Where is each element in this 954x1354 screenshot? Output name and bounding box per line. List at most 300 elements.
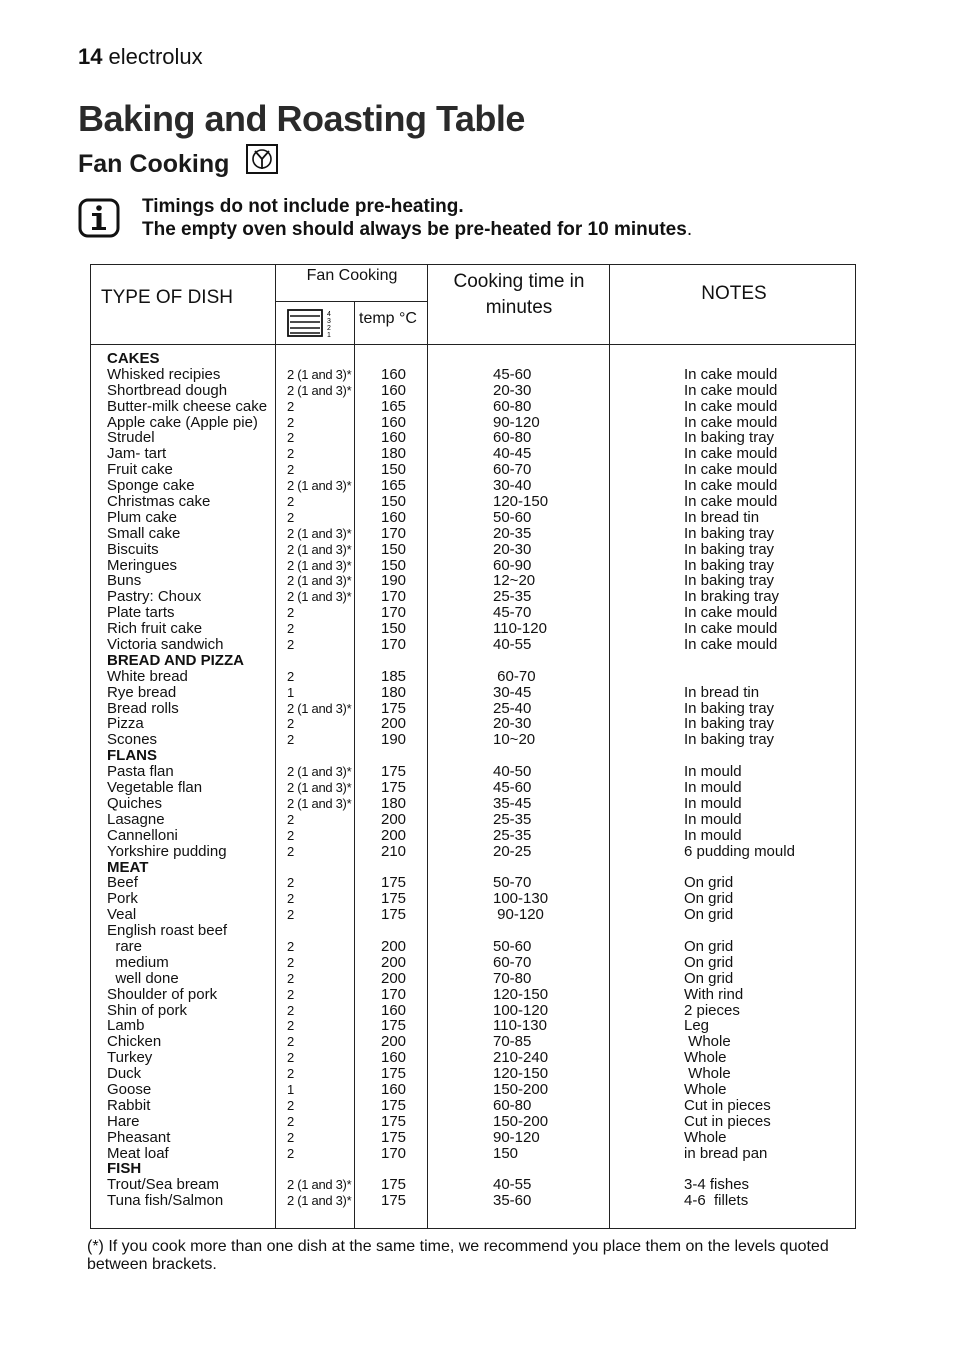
cell-dish: Shortbread dough (107, 381, 228, 399)
cell-notes: 3-4 fishes (684, 1176, 750, 1194)
cell-dish: well done (107, 969, 179, 987)
cell-level: 2 (287, 637, 294, 653)
table-row (91, 1034, 857, 1050)
cell-dish: Pasta flan (107, 763, 174, 781)
cell-time: 70-85 (493, 1033, 532, 1051)
cell-level: 2 (287, 986, 294, 1002)
cell-time: 60-70 (493, 461, 532, 479)
cell-notes: In cake mould (684, 365, 778, 383)
cell-dish: Vegetable flan (107, 779, 203, 797)
cell-notes: On grid (684, 937, 734, 955)
cell-dish: Meringues (107, 556, 178, 574)
table-row (91, 526, 857, 542)
cell-dish: Duck (107, 1065, 142, 1083)
table-row (91, 446, 857, 462)
cell-temp: 180 (381, 794, 407, 812)
cell-time: 60-70 (493, 953, 532, 971)
cell-dish: Lasagne (107, 810, 165, 828)
table-row (91, 1050, 857, 1066)
cell-time: 20-30 (493, 381, 532, 399)
cell-time: 35-45 (493, 794, 532, 812)
cell-dish: Beef (107, 874, 138, 892)
cell-temp: 175 (381, 1065, 407, 1083)
cell-time: 60-80 (493, 429, 532, 447)
cell-level: 2 (287, 668, 294, 684)
cell-time: 20-30 (493, 540, 532, 558)
cell-dish: Apple cake (Apple pie) (107, 413, 258, 431)
cell-dish: Christmas cake (107, 493, 211, 511)
category-row (91, 1161, 857, 1177)
cell-time: 60-80 (493, 1096, 532, 1114)
cell-time: 90-120 (493, 1128, 540, 1146)
cell-notes: In baking tray (684, 429, 775, 447)
cell-time: 25-35 (493, 810, 532, 828)
cell-level: 2 (287, 414, 294, 430)
cell-notes: Whole (684, 1128, 727, 1146)
table-row (91, 732, 857, 748)
cell-level: 2 (1 and 3)* (287, 478, 352, 494)
cell-dish: Bread rolls (107, 699, 179, 717)
cell-notes: In mould (684, 826, 742, 844)
level-4-label: 4 (327, 311, 331, 318)
cell-dish: White bread (107, 667, 188, 685)
cell-time: 45-60 (493, 779, 532, 797)
cell-notes: In baking tray (684, 556, 775, 574)
cell-dish: Meat loaf (107, 1144, 169, 1162)
table-row (91, 1098, 857, 1114)
cell-level: 2 (287, 509, 294, 525)
cell-temp: 170 (381, 588, 407, 606)
table-row (91, 939, 857, 955)
table-row (91, 812, 857, 828)
table-row (91, 399, 857, 415)
cell-level: 2 (287, 1129, 294, 1145)
cell-notes: Cut in pieces (684, 1112, 771, 1130)
cell-notes: On grid (684, 874, 734, 892)
cell-temp: 165 (381, 477, 407, 495)
table-row (91, 367, 857, 383)
cell-notes: On grid (684, 969, 734, 987)
table-row (91, 780, 857, 796)
cell-temp: 175 (381, 1176, 407, 1194)
cell-level: 2 (1 and 3)* (287, 764, 352, 780)
cell-level: 2 (287, 891, 294, 907)
cell-dish: Rye bread (107, 683, 177, 701)
cell-dish: Victoria sandwich (107, 636, 224, 654)
category-row (91, 748, 857, 764)
shelf-levels-icon (287, 308, 333, 338)
cell-time: 150-200 (493, 1112, 549, 1130)
cell-notes: In cake mould (684, 620, 778, 638)
cell-level: 2 (287, 938, 294, 954)
cell-time: 210-240 (493, 1049, 549, 1067)
cell-dish: Fruit cake (107, 461, 173, 479)
cell-level: 2 (287, 1097, 294, 1113)
cell-level: 2 (287, 605, 294, 621)
cell-dish: Butter-milk cheese cake (107, 397, 268, 415)
cell-dish: Plate tarts (107, 604, 175, 622)
cell-dish: Turkey (107, 1049, 153, 1067)
cell-level: 1 (287, 1081, 294, 1097)
cell-dish: Rabbit (107, 1096, 151, 1114)
table-row (91, 669, 857, 685)
table-row (91, 907, 857, 923)
cell-level: 1 (287, 684, 294, 700)
cell-temp: 175 (381, 1192, 407, 1210)
table-row (91, 796, 857, 812)
cell-time: 30-45 (493, 683, 532, 701)
section-subtitle: Fan Cooking (78, 150, 230, 178)
cell-notes: With rind (684, 985, 744, 1003)
cell-time: 150 (493, 1144, 519, 1162)
cell-level: 2 (287, 1050, 294, 1066)
cell-level: 2 (1 and 3)* (287, 780, 352, 796)
cell-dish: English roast beef (107, 922, 228, 940)
cell-time: 60-90 (493, 556, 532, 574)
cell-level: 2 (1 and 3)* (287, 1193, 352, 1209)
table-row (91, 383, 857, 399)
table-body (91, 351, 857, 1209)
cell-dish: Buns (107, 572, 142, 590)
cell-dish: Plum cake (107, 508, 178, 526)
cell-temp: 160 (381, 508, 407, 526)
preheat-note: Timings do not include pre-heating. (142, 196, 464, 217)
header-fan-cooking: Fan Cooking (306, 267, 398, 284)
cell-level: 2 (1 and 3)* (287, 366, 352, 382)
cell-dish: Quiches (107, 794, 163, 812)
page-header (78, 44, 203, 70)
cell-notes: In cake mould (684, 397, 778, 415)
footnote: (*) If you cook more than one dish at the same time, we recommend you place them on the levels quoted between brackets. (87, 1238, 829, 1273)
cell-time: 50-70 (493, 874, 532, 892)
cell-time: 20-25 (493, 842, 532, 860)
cell-temp: 180 (381, 445, 407, 463)
cell-time: 50-60 (493, 937, 532, 955)
table-row (91, 542, 857, 558)
table-row (91, 764, 857, 780)
baking-table (90, 264, 856, 1229)
level-2-label: 2 (327, 325, 331, 332)
cell-time: 100-120 (493, 1001, 549, 1019)
cell-level: 2 (287, 907, 294, 923)
cell-notes: In baking tray (684, 715, 775, 733)
cell-time: 45-70 (493, 604, 532, 622)
cell-time: 12~20 (493, 572, 536, 590)
cell-notes: In mould (684, 810, 742, 828)
cell-time: 120-150 (493, 1065, 549, 1083)
table-row (91, 494, 857, 510)
cell-temp: 160 (381, 1049, 407, 1067)
cell-time: 25-35 (493, 826, 532, 844)
cell-level: 2 (1 and 3)* (287, 700, 352, 716)
table-row (91, 685, 857, 701)
cell-dish: Small cake (107, 524, 181, 542)
header-type-of-dish: TYPE OF DISH (101, 287, 233, 308)
cell-level: 2 (287, 843, 294, 859)
cell-notes: In baking tray (684, 572, 775, 590)
info-icon (78, 198, 120, 238)
cell-notes: In mould (684, 794, 742, 812)
table-row (91, 1082, 857, 1098)
table-row (91, 573, 857, 589)
cell-notes: On grid (684, 953, 734, 971)
brand-name: electrolux (108, 44, 203, 69)
cell-temp: 150 (381, 620, 407, 638)
cell-notes: In baking tray (684, 731, 775, 749)
cell-time: 25-35 (493, 588, 532, 606)
level-3-label: 3 (327, 318, 331, 325)
table-row (91, 701, 857, 717)
cell-temp: 160 (381, 413, 407, 431)
cell-dish: FLANS (107, 747, 157, 765)
cell-temp: 200 (381, 969, 407, 987)
cell-level: 2 (287, 462, 294, 478)
cell-notes: In cake mould (684, 413, 778, 431)
cell-temp: 165 (381, 397, 407, 415)
cell-notes: In bread tin (684, 508, 760, 526)
table-row (91, 478, 857, 494)
cell-time: 10~20 (493, 731, 536, 749)
cell-dish: Tuna fish/Salmon (107, 1192, 224, 1210)
cell-time: 20-35 (493, 524, 532, 542)
cell-notes: 4-6 fillets (684, 1192, 749, 1210)
cell-dish: Strudel (107, 429, 155, 447)
table-row (91, 1066, 857, 1082)
cell-level: 2 (287, 875, 294, 891)
cell-temp: 200 (381, 826, 407, 844)
table-row (91, 828, 857, 844)
cell-notes: Leg (684, 1017, 710, 1035)
table-row (91, 621, 857, 637)
table-row (91, 637, 857, 653)
preheat-instruction: The empty oven should always be pre-heated for 10 minutes. (142, 219, 693, 240)
cell-notes: Whole (684, 1033, 731, 1051)
cell-temp: 170 (381, 1144, 407, 1162)
cell-temp: 175 (381, 779, 407, 797)
cell-level: 2 (287, 1113, 294, 1129)
cell-notes: Whole (684, 1065, 731, 1083)
cell-time: 20-30 (493, 715, 532, 733)
cell-temp: 190 (381, 731, 407, 749)
cell-dish: Pork (107, 890, 138, 908)
cell-time: 30-40 (493, 477, 532, 495)
cell-dish: Pizza (107, 715, 144, 733)
cell-notes: In cake mould (684, 477, 778, 495)
cell-temp: 170 (381, 636, 407, 654)
cell-temp: 150 (381, 540, 407, 558)
table-row (91, 844, 857, 860)
cell-temp: 190 (381, 572, 407, 590)
category-row (91, 351, 857, 367)
cell-level: 2 (1 and 3)* (287, 573, 352, 589)
table-row (91, 1003, 857, 1019)
cell-time: 100-130 (493, 890, 549, 908)
header-cooking-time: Cooking time in minutes (453, 271, 585, 318)
cell-dish: Goose (107, 1080, 152, 1098)
cell-dish: Veal (107, 906, 137, 924)
cell-notes: In cake mould (684, 461, 778, 479)
cell-level: 2 (287, 621, 294, 637)
cell-dish: Cannelloni (107, 826, 178, 844)
cell-time: 110-120 (493, 620, 547, 638)
fan-icon (246, 144, 278, 174)
cell-dish: Chicken (107, 1033, 162, 1051)
cell-temp: 200 (381, 810, 407, 828)
cell-notes: In cake mould (684, 381, 778, 399)
cell-dish: Pastry: Choux (107, 588, 202, 606)
cell-temp: 175 (381, 763, 407, 781)
table-row (91, 1177, 857, 1193)
level-1-label: 1 (327, 332, 331, 338)
cell-temp: 180 (381, 683, 407, 701)
cell-notes: In cake mould (684, 636, 778, 654)
cell-notes: In mould (684, 763, 742, 781)
cell-temp: 160 (381, 1001, 407, 1019)
cell-temp: 175 (381, 906, 407, 924)
cell-notes: In baking tray (684, 524, 775, 542)
cell-dish: BREAD AND PIZZA (107, 651, 244, 669)
table-row (91, 462, 857, 478)
cell-level: 2 (287, 1145, 294, 1161)
cell-notes: Whole (684, 1080, 727, 1098)
cell-temp: 175 (381, 1112, 407, 1130)
cell-time: 120-150 (493, 493, 549, 511)
cell-temp: 170 (381, 985, 407, 1003)
cell-time: 90-120 (493, 906, 544, 924)
table-row (91, 971, 857, 987)
cell-notes: Whole (684, 1049, 727, 1067)
cell-dish: Hare (107, 1112, 140, 1130)
table-row (91, 430, 857, 446)
cell-temp: 175 (381, 1017, 407, 1035)
table-row (91, 1130, 857, 1146)
cell-dish: medium (107, 953, 169, 971)
cell-time: 40-55 (493, 1176, 532, 1194)
cell-dish: Sponge cake (107, 477, 195, 495)
cell-temp: 160 (381, 429, 407, 447)
cell-time: 40-50 (493, 763, 532, 781)
table-row (91, 987, 857, 1003)
cell-dish: Rich fruit cake (107, 620, 203, 638)
cell-time: 120-150 (493, 985, 549, 1003)
cell-time: 40-55 (493, 636, 532, 654)
cell-level: 2 (287, 1018, 294, 1034)
cell-temp: 200 (381, 937, 407, 955)
page-title: Baking and Roasting Table (78, 98, 525, 139)
table-row (91, 955, 857, 971)
cell-notes: In mould (684, 779, 742, 797)
cell-temp: 175 (381, 890, 407, 908)
cell-level: 2 (287, 1034, 294, 1050)
cell-level: 2 (287, 398, 294, 414)
cell-temp: 175 (381, 699, 407, 717)
table-row (91, 589, 857, 605)
category-row (91, 653, 857, 669)
cell-notes: In cake mould (684, 445, 778, 463)
cell-level: 2 (1 and 3)* (287, 1177, 352, 1193)
cell-temp: 175 (381, 874, 407, 892)
cell-time: 45-60 (493, 365, 532, 383)
cell-level: 2 (1 and 3)* (287, 382, 352, 398)
cell-temp: 170 (381, 604, 407, 622)
cell-temp: 200 (381, 1033, 407, 1051)
cell-time: 35-60 (493, 1192, 532, 1210)
table-row (91, 605, 857, 621)
table-row (91, 1018, 857, 1034)
cell-temp: 160 (381, 381, 407, 399)
cell-level: 2 (1 and 3)* (287, 557, 352, 573)
cell-level: 2 (287, 732, 294, 748)
cell-temp: 185 (381, 667, 407, 685)
cell-temp: 150 (381, 493, 407, 511)
cell-temp: 170 (381, 524, 407, 542)
table-row (91, 415, 857, 431)
cell-level: 2 (287, 970, 294, 986)
cell-notes: Cut in pieces (684, 1096, 771, 1114)
cell-dish: Yorkshire pudding (107, 842, 227, 860)
cell-notes: On grid (684, 890, 734, 908)
table-row (91, 716, 857, 732)
cell-time: 110-130 (493, 1017, 547, 1035)
cell-notes: In cake mould (684, 493, 778, 511)
cell-notes: In baking tray (684, 699, 775, 717)
cell-notes: In cake mould (684, 604, 778, 622)
cell-dish: Whisked recipies (107, 365, 221, 383)
cell-dish: Shoulder of pork (107, 985, 218, 1003)
cell-temp: 200 (381, 953, 407, 971)
cell-level: 2 (1 and 3)* (287, 525, 352, 541)
table-row (91, 923, 857, 939)
cell-temp: 200 (381, 715, 407, 733)
table-row (91, 875, 857, 891)
table-row (91, 1114, 857, 1130)
cell-temp: 210 (381, 842, 407, 860)
table-row (91, 510, 857, 526)
table-row (91, 1146, 857, 1162)
cell-level: 2 (287, 811, 294, 827)
cell-level: 2 (287, 1066, 294, 1082)
cell-notes: 6 pudding mould (684, 842, 795, 860)
cell-dish: MEAT (107, 858, 149, 876)
cell-dish: Biscuits (107, 540, 159, 558)
cell-temp: 150 (381, 556, 407, 574)
cell-level: 2 (287, 954, 294, 970)
page-number: 14 (78, 44, 103, 69)
cell-dish: Scones (107, 731, 158, 749)
cell-level: 2 (287, 430, 294, 446)
cell-level: 2 (287, 446, 294, 462)
cell-temp: 150 (381, 461, 407, 479)
table-row (91, 558, 857, 574)
cell-notes: On grid (684, 906, 734, 924)
cell-level: 2 (287, 1002, 294, 1018)
cell-level: 2 (1 and 3)* (287, 589, 352, 605)
cell-temp: 175 (381, 1128, 407, 1146)
cell-notes: In braking tray (684, 588, 780, 606)
cell-time: 150-200 (493, 1080, 549, 1098)
cell-dish: Lamb (107, 1017, 145, 1035)
header-temp: temp °C (359, 310, 417, 327)
cell-notes: In bread tin (684, 683, 760, 701)
header-notes: NOTES (701, 283, 767, 304)
category-row (91, 860, 857, 876)
cell-dish: FISH (107, 1160, 142, 1178)
cell-temp: 160 (381, 365, 407, 383)
cell-dish: Jam- tart (107, 445, 167, 463)
table-row (91, 1193, 857, 1209)
cell-time: 60-80 (493, 397, 532, 415)
cell-notes: In baking tray (684, 540, 775, 558)
